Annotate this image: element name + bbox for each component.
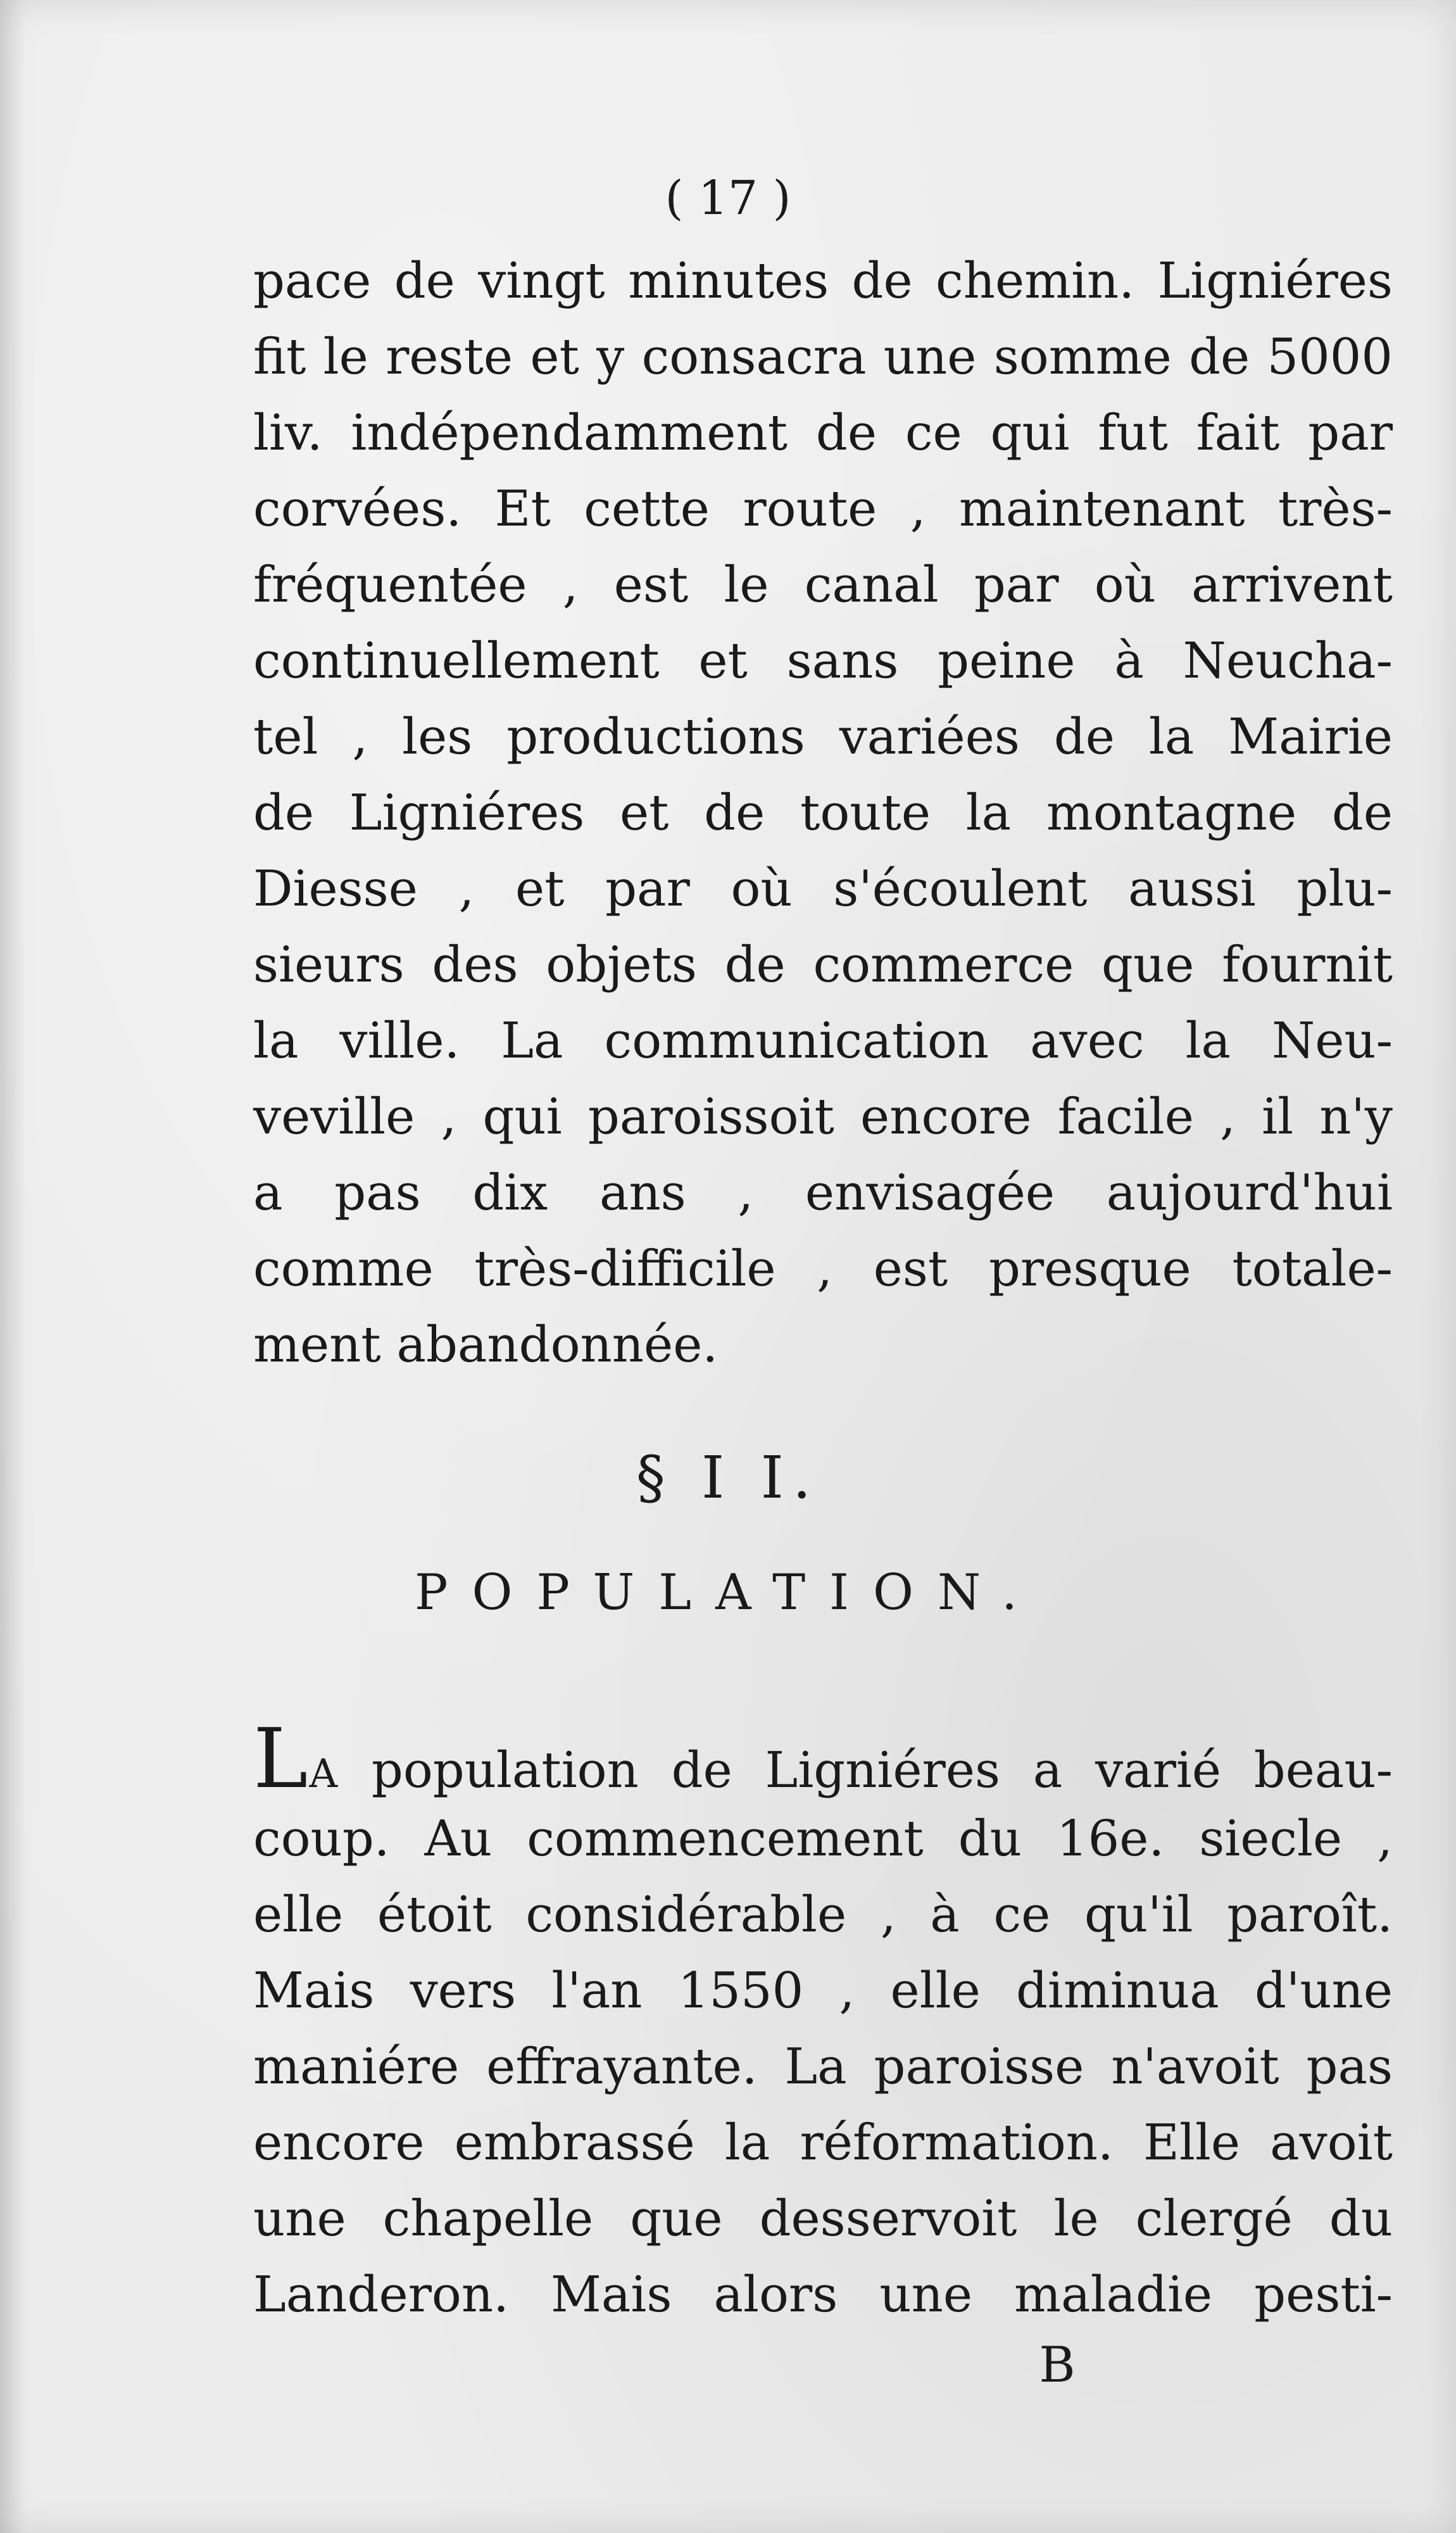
text-line: maniére effrayante. La paroisse n'avoit pas (253, 2038, 1393, 2095)
text-line: coup. Au commencement du 16e. siecle , (253, 1810, 1393, 1867)
text-line: continuellement et sans peine à Neucha- (253, 633, 1393, 690)
text-line: pace de vingt minutes de chemin. Ligniéres (253, 253, 1393, 310)
drop-cap: L (253, 1710, 308, 1807)
text-line: une chapelle que desservoit le clergé du (253, 2190, 1393, 2247)
page-number: ( 17 ) (665, 171, 791, 225)
text-line: veville , qui paroissoit encore facile , il n'y (253, 1089, 1393, 1146)
text-line: Diesse , et par où s'écoulent aussi plu- (253, 861, 1393, 918)
first-line-text: population de Ligniéres a varié beau- (339, 1742, 1393, 1799)
text-line: a pas dix ans , envisagée aujourd'hui (253, 1165, 1393, 1222)
section-title: POPULATION. (415, 1564, 1041, 1621)
text-line: la ville. La communication avec la Neu- (253, 1013, 1393, 1070)
text-line: comme très-difficile , est presque totale- (253, 1241, 1393, 1298)
section-number: § I I. (636, 1444, 820, 1512)
text-line: tel , les productions variées de la Mairie (253, 709, 1393, 766)
text-line: fréquentée , est le canal par où arrivent (253, 557, 1393, 614)
text-line: Mais vers l'an 1550 , elle diminua d'une (253, 1962, 1393, 2019)
signature-mark: B (1039, 2337, 1076, 2394)
text-line: encore embrassé la réformation. Elle avoit (253, 2114, 1393, 2171)
text-line: sieurs des objets de commerce que fournit (253, 937, 1393, 994)
text-line: liv. indépendamment de ce qui fut fait par (253, 405, 1393, 462)
text-line: elle étoit considérable , à ce qu'il paroît. (253, 1886, 1393, 1943)
text-line: Landeron. Mais alors une maladie pesti- (253, 2266, 1393, 2323)
text-line: corvées. Et cette route , maintenant très- (253, 481, 1393, 538)
text-line-last: ment abandonnée. (253, 1317, 719, 1374)
text-line-first (253, 1710, 1393, 1807)
text-line: de Ligniéres et de toute la montagne de (253, 785, 1393, 842)
small-cap: A (309, 1750, 339, 1797)
text-line: fit le reste et y consacra une somme de 5000 (253, 329, 1393, 386)
